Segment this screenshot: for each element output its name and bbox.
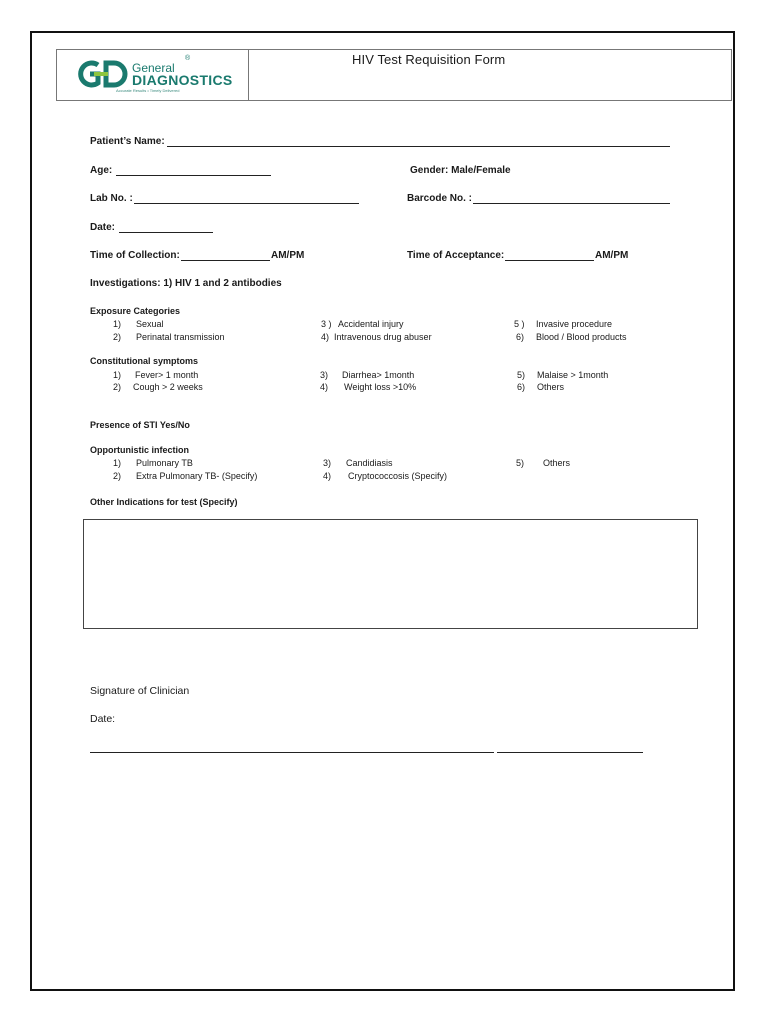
signature-date-line[interactable]: [497, 752, 643, 753]
exposure-invasive-procedure: Invasive procedure: [536, 319, 613, 329]
infection-cryptococcosis: Cryptococcosis (Specify): [348, 471, 448, 481]
form-title: HIV Test Requisition Form: [352, 52, 506, 67]
infection-others: Others: [543, 458, 571, 468]
infection-candidiasis: Candidiasis: [346, 458, 393, 468]
other-indications-textarea[interactable]: [83, 519, 698, 629]
company-logo: [74, 55, 244, 99]
exposure-iv-drug: Intravenous drug abuser: [334, 332, 432, 342]
list-item-number: 3): [320, 370, 329, 380]
constitutional-heading: Constitutional symptoms: [90, 356, 199, 366]
age-label: Age:: [90, 165, 113, 176]
time-collection-ampm: AM/PM: [271, 250, 305, 261]
exposure-blood-products: Blood / Blood products: [536, 332, 627, 342]
patient-name-field[interactable]: [167, 146, 670, 147]
exposure-perinatal: Perinatal transmission: [136, 332, 225, 342]
list-item-number: 2): [113, 332, 122, 342]
list-item-number: 6): [516, 332, 525, 342]
barcode-no-label: Barcode No. :: [407, 193, 473, 204]
investigations-label: Investigations: 1) HIV 1 and 2 antibodies: [90, 278, 282, 289]
lab-no-field[interactable]: [134, 203, 359, 204]
time-collection-label: Time of Collection:: [90, 250, 180, 261]
exposure-sexual: Sexual: [136, 319, 164, 329]
list-item-number: 2): [113, 471, 122, 481]
gender-label: Gender: Male/Female: [410, 165, 511, 176]
list-item-number: 6): [517, 382, 526, 392]
date-field[interactable]: [119, 232, 213, 233]
list-item-number: 5 ): [514, 319, 525, 329]
list-item-number: 5): [516, 458, 525, 468]
gd-logo-icon: [76, 59, 130, 89]
header-divider: [248, 50, 249, 100]
exposure-accidental-injury: Accidental injury: [338, 319, 404, 329]
symptom-others: Others: [537, 382, 565, 392]
list-item-number: 3 ): [321, 319, 332, 329]
list-item-number: 3): [323, 458, 332, 468]
list-item-number: 5): [517, 370, 526, 380]
barcode-no-field[interactable]: [473, 203, 670, 204]
date-label: Date:: [90, 222, 116, 233]
symptom-cough: Cough > 2 weeks: [133, 382, 203, 392]
list-item-number: 4): [323, 471, 332, 481]
opportunistic-heading: Opportunistic infection: [90, 445, 189, 455]
logo-tagline: Accurate Results • Timely Delivered: [116, 88, 180, 93]
symptom-fever: Fever> 1 month: [135, 370, 199, 380]
logo-registered-mark: ®: [185, 55, 191, 62]
list-item-number: 1): [113, 370, 122, 380]
lab-no-label: Lab No. :: [90, 193, 133, 204]
exposure-heading: Exposure Categories: [90, 306, 181, 316]
time-acceptance-ampm: AM/PM: [595, 250, 629, 261]
symptom-diarrhea: Diarrhea> 1month: [342, 370, 415, 380]
infection-extra-pulmonary-tb: Extra Pulmonary TB- (Specify): [136, 471, 258, 481]
time-acceptance-label: Time of Acceptance:: [407, 250, 505, 261]
sti-label: Presence of STI Yes/No: [90, 420, 190, 430]
list-item-number: 1): [113, 319, 122, 329]
list-item-number: 2): [113, 382, 122, 392]
list-item-number: 1): [113, 458, 122, 468]
patient-name-label: Patient’s Name:: [90, 136, 165, 147]
logo-general-text: General: [132, 61, 175, 75]
signature-date-label: Date:: [90, 713, 116, 725]
signature-line[interactable]: [90, 752, 494, 753]
signature-label: Signature of Clinician: [90, 685, 190, 697]
time-collection-field[interactable]: [181, 260, 270, 261]
symptom-weight-loss: Weight loss >10%: [344, 382, 417, 392]
time-acceptance-field[interactable]: [505, 260, 594, 261]
infection-pulmonary-tb: Pulmonary TB: [136, 458, 193, 468]
symptom-malaise: Malaise > 1month: [537, 370, 609, 380]
age-field[interactable]: [116, 175, 271, 176]
other-indications-label: Other Indications for test (Specify): [90, 497, 238, 507]
logo-diagnostics-text: DIAGNOSTICS: [132, 72, 233, 88]
list-item-number: 4): [321, 332, 330, 342]
list-item-number: 4): [320, 382, 329, 392]
